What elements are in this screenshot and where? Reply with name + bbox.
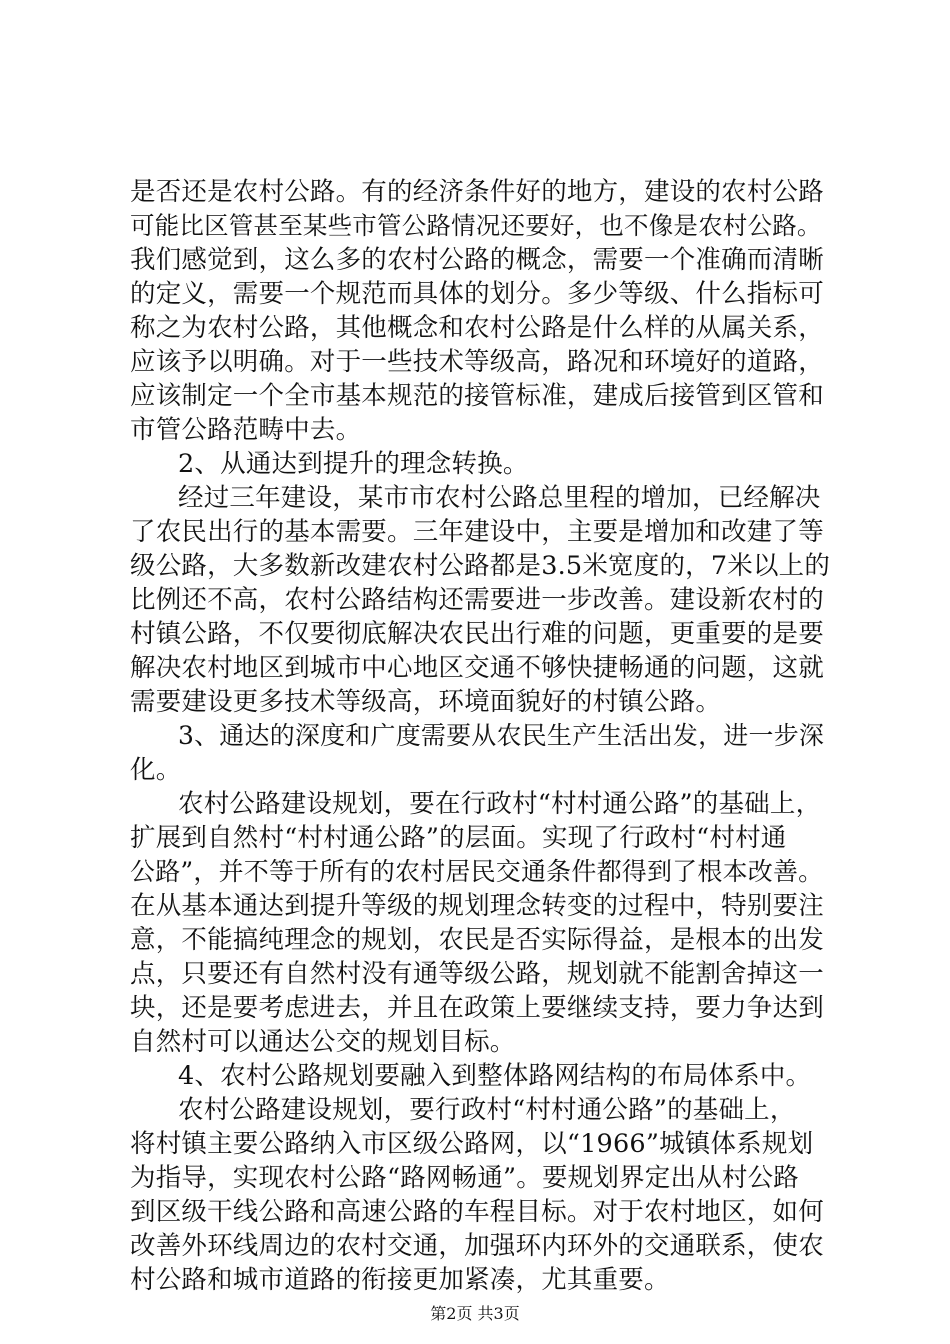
text-line: 市管公路范畴中去。 [130, 415, 362, 445]
section-heading: 4、农村公路规划要融入到整体路网结构的布局体系中。 [178, 1061, 812, 1091]
text-line: 比例还不高，农村公路结构还需要进一步改善。建设新农村的 [130, 585, 824, 615]
text-line: 解决农村地区到城市中心地区交通不够快捷畅通的问题，这就 [130, 653, 824, 683]
text-line: 化。 [130, 755, 182, 785]
text-line: 点，只要还有自然村没有通等级公路，规划就不能割舍掉这一 [130, 959, 824, 989]
text-line: 称之为农村公路，其他概念和农村公路是什么样的从属关系， [130, 313, 824, 343]
text-line: 了农民出行的基本需要。三年建设中，主要是增加和改建了等 [130, 517, 824, 547]
text-line: 扩展到自然村“村村通公路”的层面。实现了行政村“村村通 [130, 823, 787, 853]
text-line: 农村公路建设规划，要行政村“村村通公路”的基础上， [178, 1095, 796, 1125]
section-heading: 2、从通达到提升的理念转换。 [178, 449, 529, 479]
text-line: 应该予以明确。对于一些技术等级高，路况和环境好的道路， [130, 347, 824, 377]
text-line: 的定义，需要一个规范而具体的划分。多少等级、什么指标可 [130, 279, 824, 309]
text-line: 意，不能搞纯理念的规划，农民是否实际得益，是根本的出发 [130, 925, 824, 955]
text-line: 为指导，实现农村公路“路网畅通”。要规划界定出从村公路 [130, 1163, 799, 1193]
text-line: 可能比区管甚至某些市管公路情况还要好，也不像是农村公路。 [130, 211, 822, 240]
text-line: 应该制定一个全市基本规范的接管标准，建成后接管到区管和 [130, 381, 824, 411]
text-line: 到区级干线公路和高速公路的车程目标。对于农村地区，如何 [130, 1197, 824, 1227]
text-line: 将村镇主要公路纳入市区级公路网，以“1966”城镇体系规划 [130, 1129, 814, 1159]
document-body [130, 175, 835, 1297]
text-line: 村公路和城市道路的衔接更加紧凑，尤其重要。 [130, 1265, 670, 1295]
text-line: 我们感觉到，这么多的农村公路的概念，需要一个准确而清晰 [130, 245, 824, 275]
text-line: 是否还是农村公路。有的经济条件好的地方，建设的农村公路 [130, 177, 824, 207]
text-line: 农村公路建设规划，要在行政村“村村通公路”的基础上， [178, 789, 822, 819]
section-heading: 3、通达的深度和广度需要从农民生产生活出发，进一步深 [178, 721, 825, 750]
text-line: 级公路，大多数新改建农村公路都是3.5米宽度的，7米以上的 [130, 551, 831, 581]
text-line: 改善外环线周边的农村交通，加强环内环外的交通联系，使农 [130, 1231, 824, 1261]
text-line: 村镇公路，不仅要彻底解决农民出行难的问题，更重要的是要 [130, 619, 824, 649]
text-line: 在从基本通达到提升等级的规划理念转变的过程中，特别要注 [130, 891, 824, 921]
text-line: 块，还是要考虑进去，并且在政策上要继续支持，要力争达到 [130, 993, 824, 1023]
text-line: 公路”，并不等于所有的农村居民交通条件都得到了根本改善。 [130, 857, 824, 886]
text-line: 自然村可以通达公交的规划目标。 [130, 1027, 516, 1057]
text-line: 需要建设更多技术等级高，环境面貌好的村镇公路。 [130, 687, 722, 717]
page-footer: 第2页 共3页 [430, 1304, 520, 1323]
text-line: 经过三年建设，某市市农村公路总里程的增加，已经解决 [178, 483, 821, 513]
